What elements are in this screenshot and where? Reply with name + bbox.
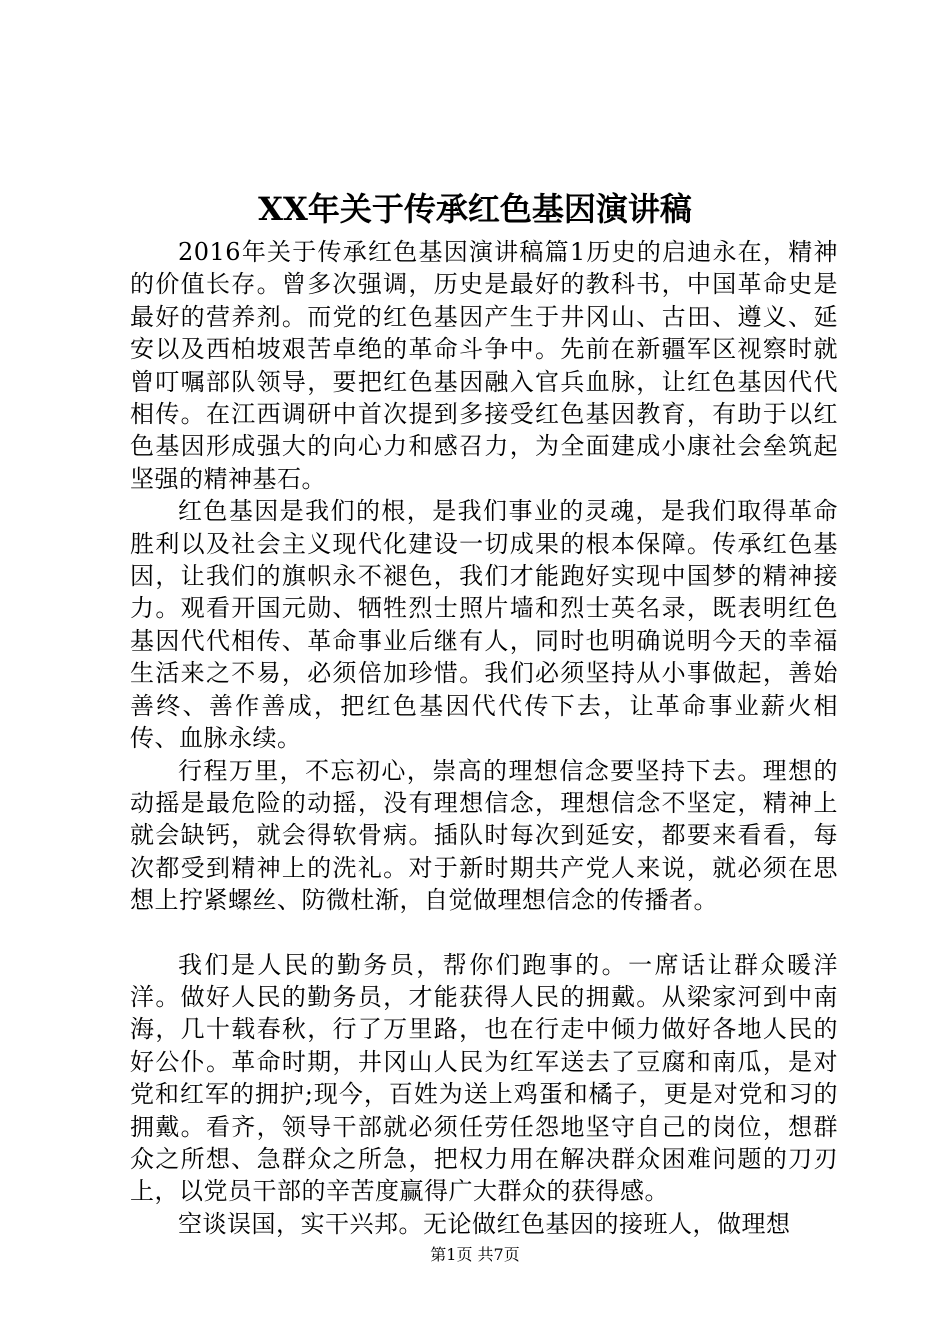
paragraph-1: 2016年关于传承红色基因演讲稿篇1历史的启迪永在，精神的价值长存。曾多次强调，历史是最好的教科书，中国革命史是最好的营养剂。而党的红色基因产生于井冈山、古田、遵义、延安以及西柏坡艰苦卓绝的革命斗争中。先前在新疆军区视察时就曾叮嘱部队领导，要把红色基因融入官兵血脉，让红色基因代代相传。在江西调研中首次提到多接受红色基因教育，有助于以红色基因形成强大的向心力和感召力，为全面建成小康社会垒筑起坚强的精神基石。 [130, 238, 838, 493]
paragraph-3: 行程万里，不忘初心，崇高的理想信念要坚持下去。理想的动摇是最危险的动摇，没有理想信念，理想信念不坚定，精神上就会缺钙，就会得软骨病。插队时每次到延安，都要来看看，每次都受到精神上的洗礼。对于新时期共产党人来说，就必须在思想上拧紧螺丝、防微杜渐，自觉做理想信念的传播者。 [130, 756, 838, 915]
page-footer: 第1页 共7页 [430, 1245, 520, 1264]
document-body [130, 236, 838, 1240]
paragraph-2: 红色基因是我们的根，是我们事业的灵魂，是我们取得革命胜利以及社会主义现代化建设一切成果的根本保障。传承红色基因，让我们的旗帜永不褪色，我们才能跑好实现中国梦的精神接力。观看开国元勋、牺牲烈士照片墙和烈士英名录，既表明红色基因代代相传、革命事业后继有人，同时也明确说明今天的幸福生活来之不易，必须倍加珍惜。我们必须坚持从小事做起，善始善终、善作善成，把红色基因代代传下去，让革命事业薪火相传、血脉永续。 [130, 497, 838, 753]
paragraph-4: 我们是人民的勤务员，帮你们跑事的。一席话让群众暖洋洋。做好人民的勤务员，才能获得人民的拥戴。从梁家河到中南海，几十载春秋，行了万里路，也在行走中倾力做好各地人民的好公仆。革命时期，井冈山人民为红军送去了豆腐和南瓜，是对党和红军的拥护;现今，百姓为送上鸡蛋和橘子，更是对党和习的拥戴。看齐，领导干部就必须任劳任怨地坚守自己的岗位，想群众之所想、急群众之所急，把权力用在解决群众困难问题的刀刃上，以党员干部的辛苦度赢得广大群众的获得感。 [130, 950, 838, 1206]
document-title: XX年关于传承红色基因演讲稿 [258, 190, 692, 228]
paragraph-5: 空谈误国，实干兴邦。无论做红色基因的接班人，做理想 [178, 1209, 791, 1238]
